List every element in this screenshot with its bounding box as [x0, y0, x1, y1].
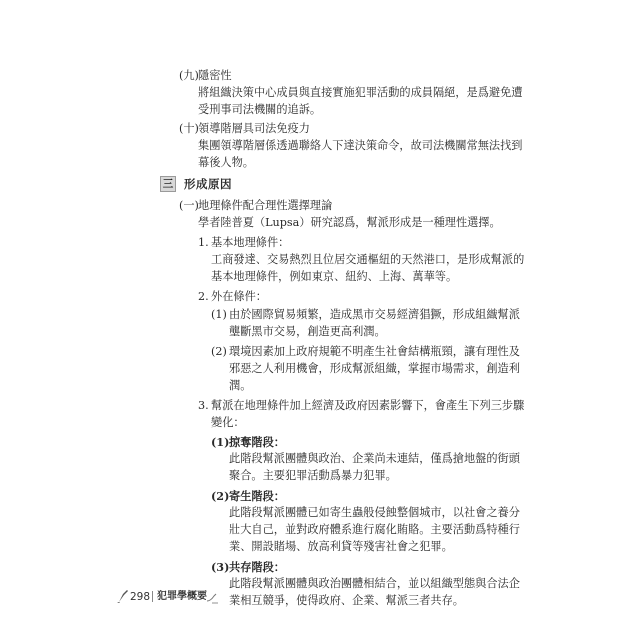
p3-s3-line-2: 業相互競爭，使得政府、企業、幫派三者共存。 — [229, 594, 464, 607]
item-10-title: 領導階層具司法免疫力 — [198, 122, 310, 135]
sub1-intro: 學者陸普夏（Lupsa）研究認爲，幫派形成是一種理性選擇。 — [198, 216, 501, 229]
p3-s1-marker: (1) — [211, 435, 230, 449]
footer-divider — [152, 591, 153, 602]
pen-nib-icon — [116, 588, 130, 608]
p3-s2-line-1: 此階段幫派團體已如寄生蟲般侵蝕整個城市，以社會之養分 — [229, 506, 520, 519]
p2-s1-line-2: 壟斷黑市交易，創造更高利潤。 — [229, 325, 386, 338]
p2-s2-marker: (2) — [211, 345, 227, 358]
sub1-title: 地理條件配合理性選擇理論 — [198, 199, 333, 212]
p3-s2-marker: (2) — [211, 489, 230, 503]
p3-s1-line-2: 聚合。主要犯罪活動爲暴力犯罪。 — [229, 469, 397, 482]
p2-s1-line-1: 由於國際貿易頻繁，造成黑市交易經濟猖獗，形成組織幫派 — [229, 308, 520, 321]
page-footer — [116, 588, 226, 606]
p1-title: 基本地理條件： — [211, 236, 290, 249]
item-10-line-1: 集團領導階層係透過聯絡人下達決策命令，故司法機關常無法找到 — [198, 139, 523, 152]
item-9-marker: (九) — [179, 69, 199, 82]
section-heading — [160, 176, 232, 192]
p3-s1-title: 掠奪階段： — [229, 435, 285, 449]
section-number-box: 三 — [160, 176, 176, 192]
item-9-title: 隱密性 — [198, 69, 232, 82]
p2-s2-line-1: 環境因素加上政府規範不明產生社會結構瓶頸，讓有理性及 — [229, 345, 520, 358]
p3-line-1: 幫派在地理條件加上經濟及政府因素影響下，會產生下列三步驟 — [211, 399, 525, 412]
p3-s3-title: 共存階段： — [229, 560, 285, 574]
p3-s1-line-1: 此階段幫派團體與政治、企業尚未連結，僅爲搶地盤的街頭 — [229, 452, 520, 465]
p2-s2-line-2: 邪惡之人利用機會，形成幫派組織，掌握市場需求，創造利 — [229, 362, 520, 375]
p1-line-2: 基本地理條件，例如東京、紐約、上海、萬華等。 — [211, 270, 458, 283]
item-9-line-2: 受刑事司法機關的追訴。 — [198, 103, 322, 116]
p3-s2-title: 寄生階段： — [229, 489, 285, 503]
page-number: 298 — [130, 591, 151, 603]
p3-line-2: 變化： — [211, 416, 245, 429]
p1-marker: 1. — [198, 236, 209, 249]
item-10-marker: (十) — [179, 122, 199, 135]
p2-s2-line-3: 潤。 — [229, 379, 252, 392]
p2-title: 外在條件： — [211, 290, 267, 303]
p3-marker: 3. — [198, 399, 209, 412]
section-title: 形成原因 — [184, 177, 232, 191]
item-9-line-1: 將組織決策中心成員與直接實施犯罪活動的成員隔絕，是爲避免遭 — [198, 86, 523, 99]
p2-s1-marker: (1) — [211, 308, 227, 321]
item-10-line-2: 幕後人物。 — [198, 156, 254, 169]
sub1-marker: (一) — [179, 199, 199, 212]
p3-s2-line-2: 壯大自己，並對政府體系進行腐化賄賂。主要活動爲特種行 — [229, 523, 520, 536]
footer-flourish-icon — [206, 590, 220, 609]
p3-s3-marker: (3) — [211, 560, 230, 574]
p2-marker: 2. — [198, 290, 209, 303]
p3-s3-line-1: 此階段幫派團體與政治團體相結合，並以組織型態與合法企 — [229, 577, 520, 590]
p1-line-1: 工商發達、交易熱烈且位居交通樞紐的天然港口，是形成幫派的 — [211, 253, 525, 266]
p3-s2-line-3: 業、開設賭場、放高利貸等殘害社會之犯罪。 — [229, 540, 453, 553]
book-title: 犯罪學概要 — [157, 591, 207, 602]
